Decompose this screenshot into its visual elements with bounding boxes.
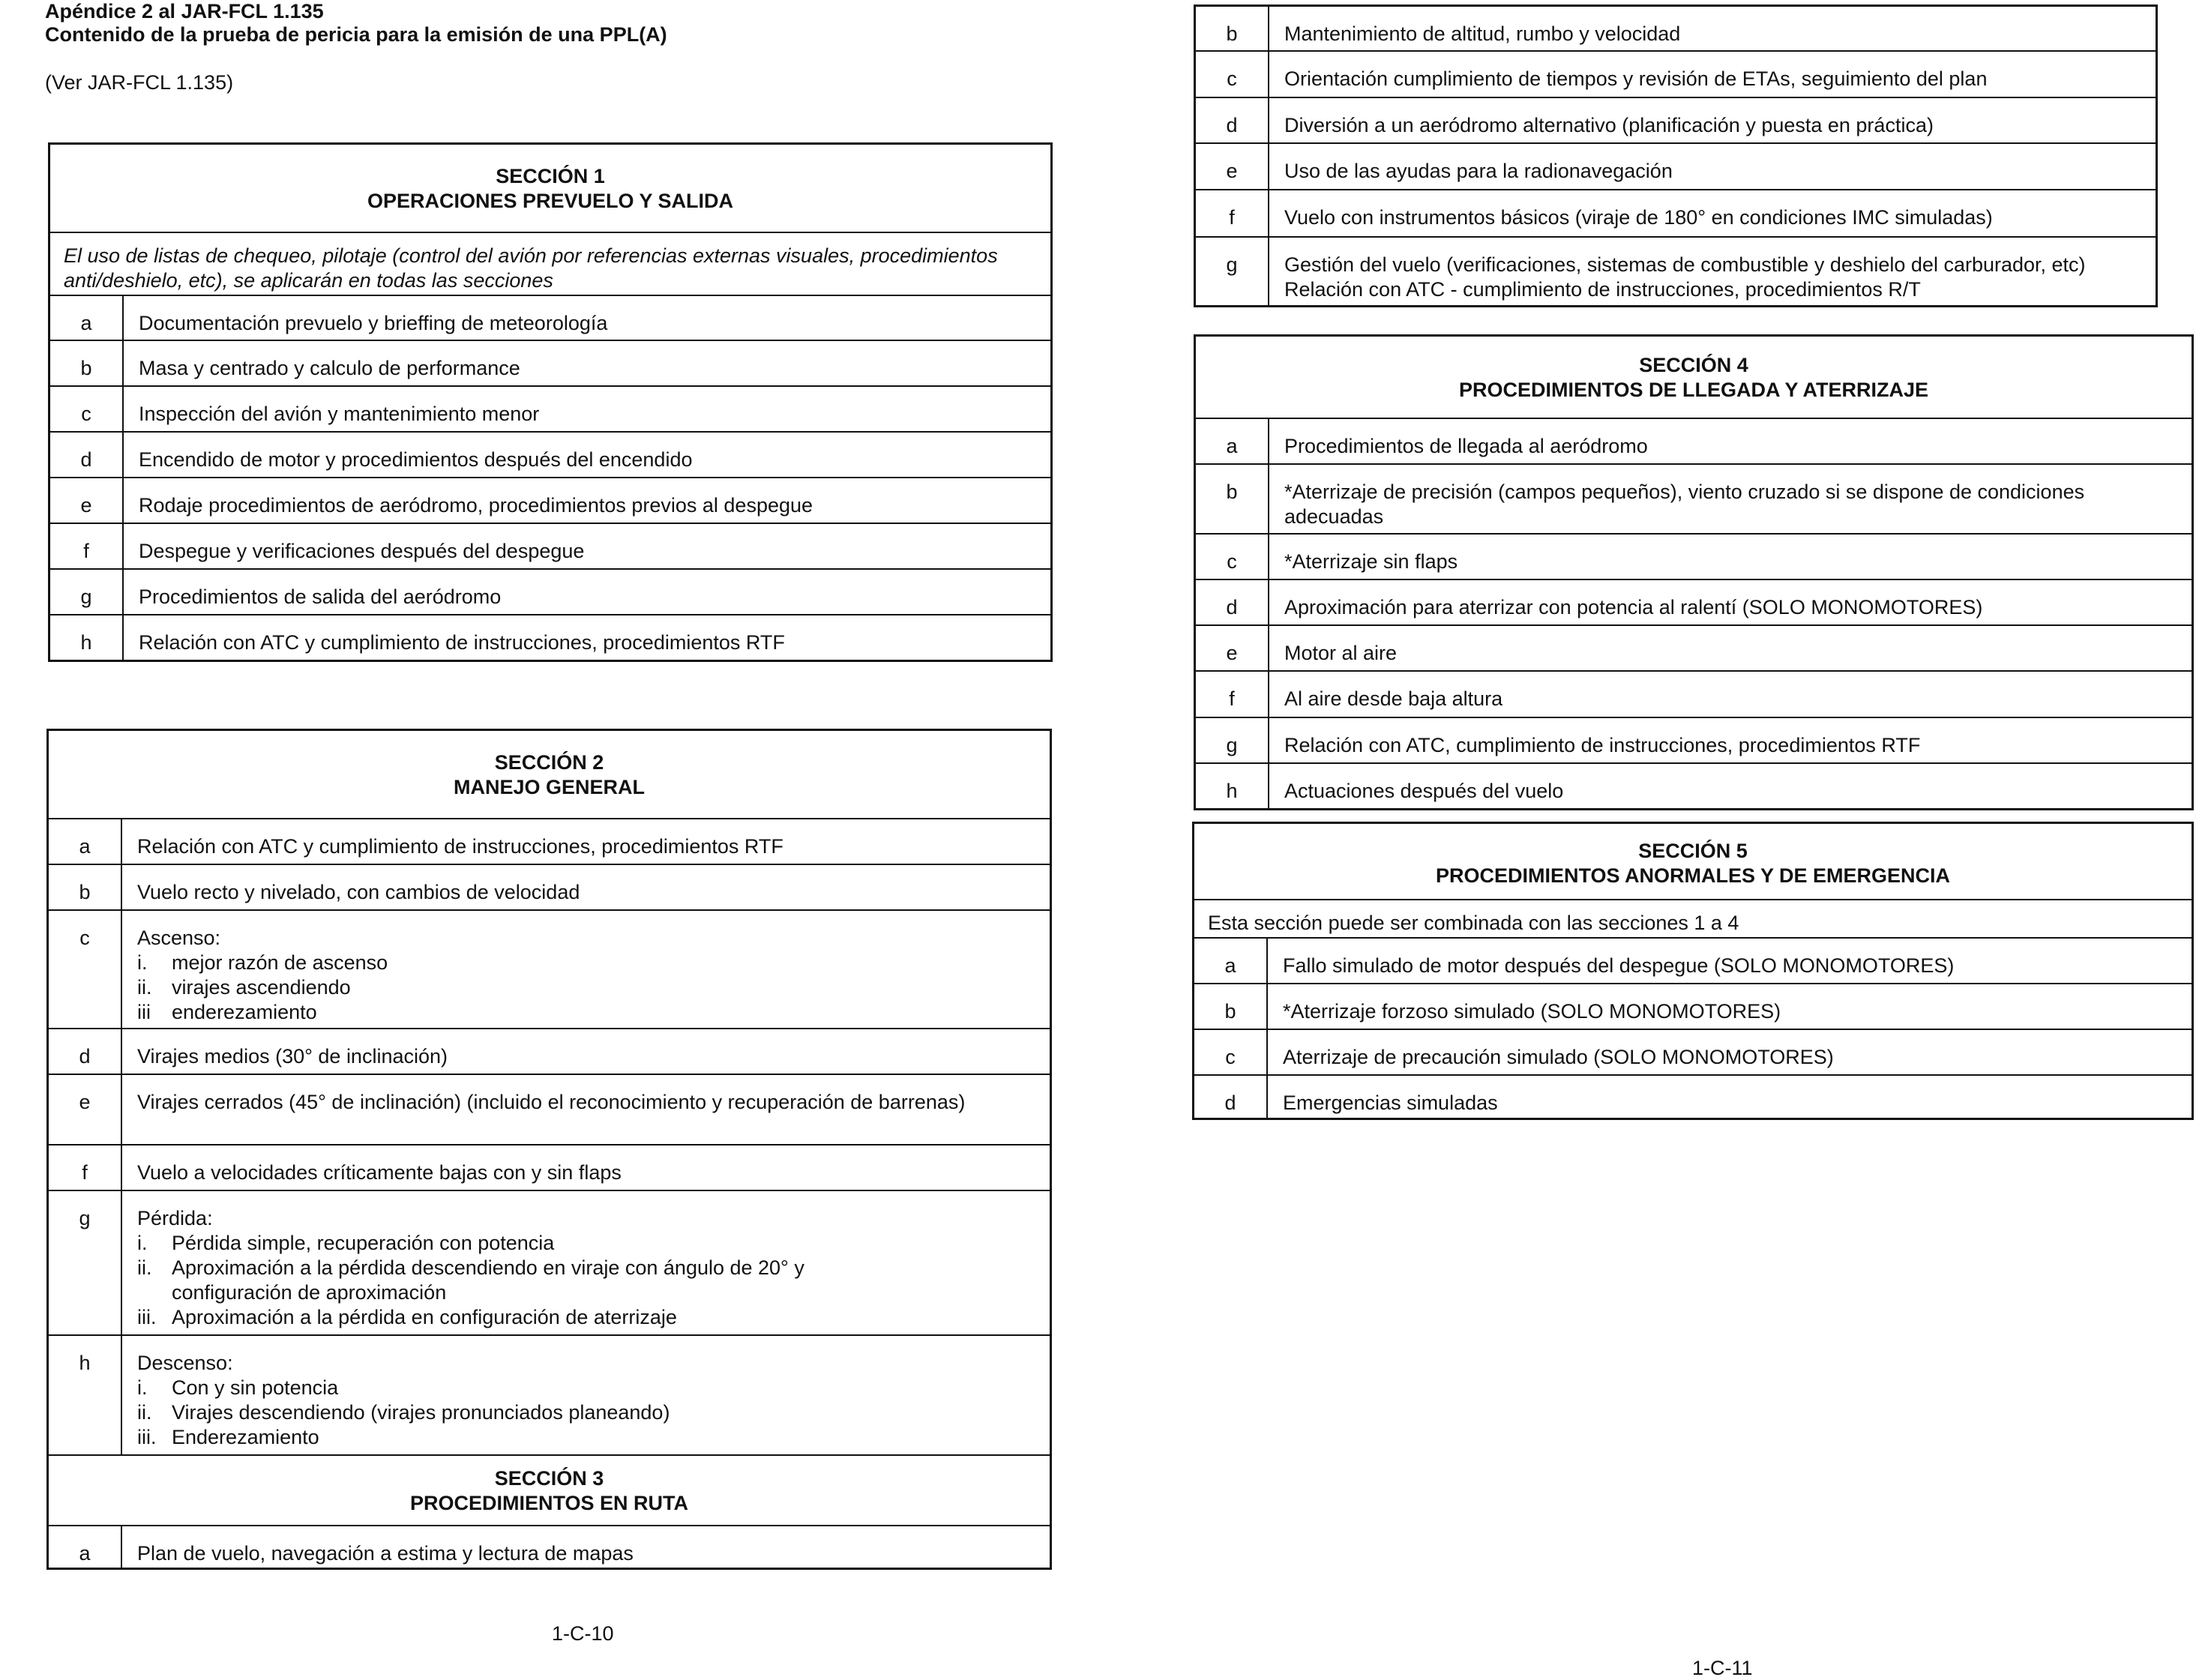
table-row [1195,143,2157,190]
sub-item-text: Aproximación a la pérdida en configuración de aterrizaje [172,1306,677,1328]
item-letter: d [1194,1075,1268,1119]
item-main-text: Pérdida: [137,1207,213,1229]
item-letter: b [1195,6,1269,51]
sub-item [137,1425,1036,1450]
table-row [1195,717,2193,763]
item-main-text: Virajes medios (30° de inclinación) [137,1045,448,1068]
item-letter: c [1195,51,1269,97]
table-row [48,1074,1051,1145]
section5-number: SECCIÓN 5 [1638,840,1748,862]
item-letter: c [1195,534,1269,579]
item-letter: g [1195,237,1269,307]
item-text [121,819,1051,864]
sub-item [137,1256,1036,1280]
table-row [1194,984,2193,1029]
sub-item-number: i. [137,1232,148,1254]
item-main-text: Rodaje procedimientos de aeródromo, procedimientos previos al despegue [139,494,813,517]
item-letter: f [1195,190,1269,237]
item-letter: h [48,1335,122,1455]
item-main-text: Procedimientos de salida del aeródromo [139,585,502,608]
item-letter: e [1195,625,1269,671]
item-main-text: Despegue y verificaciones después del despegue [139,540,585,562]
item-text [123,340,1052,386]
section3-continued-items [1195,6,2157,307]
item-letter: c [1194,1029,1268,1075]
appendix-subheading: Contenido de la prueba de pericia para la emisión de una PPL(A) [45,23,667,46]
item-main-text: Orientación cumplimiento de tiempos y revisión de ETAs, seguimiento del plan [1284,67,1988,90]
item-letter: f [49,523,124,569]
item-letter: h [1195,763,1269,809]
section4-table [1194,334,2194,810]
item-main-text: Vuelo a velocidades críticamente bajas con y sin flaps [137,1161,622,1184]
table-row [49,569,1052,615]
item-text [123,569,1052,615]
section4-title [1195,336,2193,419]
item-letter: a [48,1526,122,1569]
section3-title [48,1455,1051,1526]
item-main-text: Relación con ATC y cumplimiento de instrucciones, procedimientos RTF [139,631,785,654]
section2-title [48,730,1051,819]
table-row [48,1190,1051,1335]
item-letter: d [48,1029,122,1074]
section1-table [48,142,1053,662]
item-text [1269,190,2157,237]
item-letter: g [48,1190,122,1335]
appendix-heading: Apéndice 2 al JAR-FCL 1.135 [45,0,324,22]
sub-item-text: Aproximación a la pérdida descendiendo en viraje con ángulo de 20° y [172,1256,804,1279]
section1-title [49,144,1052,233]
item-main-text: Relación con ATC, cumplimiento de instrucciones, procedimientos RTF [1284,734,1921,756]
sub-item-text: virajes ascendiendo [172,976,351,999]
section4-number: SECCIÓN 4 [1639,354,1748,376]
section2-table [46,729,1052,1570]
sub-item-number: i. [137,951,148,974]
item-text [1269,237,2157,307]
item-main-text: *Aterrizaje forzoso simulado (SOLO MONOMOTORES) [1283,1000,1781,1023]
sub-item-number: iii [137,1001,151,1023]
section3-number: SECCIÓN 3 [494,1467,604,1490]
sub-item [137,1231,1036,1256]
section5-table [1192,822,2194,1120]
item-letter: f [1195,671,1269,717]
sub-item-text: Con y sin potencia [172,1376,339,1399]
sub-item-number: ii. [137,1256,152,1279]
item-main-text: Vuelo con instrumentos básicos (viraje de 180° en condiciones IMC simuladas) [1284,205,1993,229]
section1-number: SECCIÓN 1 [496,165,605,187]
table-row [48,1335,1051,1455]
item-text [1267,1075,2193,1119]
item-letter: b [1194,984,1268,1029]
item-main-text: Actuaciones después del vuelo [1284,780,1564,802]
item-text [121,1145,1051,1190]
left-page [45,0,1057,94]
item-letter: d [1195,97,1269,143]
item-main-text: Masa y centrado y calculo de performance [139,357,520,379]
sub-item [137,1400,1036,1425]
item-text [1267,984,2193,1029]
section5-note: Esta sección puede ser combinada con las secciones 1 a 4 [1194,900,2193,938]
sub-item-number: ii. [137,1401,152,1424]
item-main-text: Inspección del avión y mantenimiento menor [139,403,540,425]
section4-items [1195,418,2193,809]
item-main-text: Al aire desde baja altura [1284,687,1503,710]
item-main-text: Mantenimiento de altitud, rumbo y velocidad [1284,22,1681,45]
table-row [1195,97,2157,143]
sub-item-text: Virajes descendiendo (virajes pronunciados planeando) [172,1401,670,1424]
item-text [1269,534,2193,579]
table-row [49,340,1052,386]
item-letter: h [49,615,124,660]
item-text [1269,625,2193,671]
section2-items [48,819,1051,1455]
table-row [48,1526,1051,1569]
item-text [121,910,1051,1029]
item-text [121,864,1051,910]
page-number-right: 1-C-11 [1692,1657,1753,1679]
item-text [123,386,1052,432]
item-text [121,1335,1051,1455]
sub-item-text: Pérdida simple, recuperación con potencia [172,1232,555,1254]
table-row [1194,938,2193,984]
table-row [49,478,1052,523]
section4-name: PROCEDIMIENTOS DE LLEGADA Y ATERRIZAJE [1458,379,1929,401]
table-row [49,523,1052,569]
section5-items [1194,938,2193,1119]
item-letter: b [49,340,124,386]
table-row [1195,418,2193,464]
table-row [48,1029,1051,1074]
table-row [1195,534,2193,579]
item-letter: b [48,864,122,910]
item-letter: g [1195,717,1269,763]
section3-name: PROCEDIMIENTOS EN RUTA [409,1492,689,1514]
section5-title [1194,823,2193,900]
item-letter: d [49,432,124,478]
item-main-text: Aproximación para aterrizar con potencia al ralentí (SOLO MONOMOTORES) [1284,596,1983,618]
table-row [1194,1075,2193,1119]
item-text [123,615,1052,660]
table-row [1195,237,2157,307]
item-letter: a [48,819,122,864]
page-number-left: 1-C-10 [552,1622,614,1645]
section1-items [49,295,1052,660]
section2-number: SECCIÓN 2 [494,751,604,774]
section3-continued-table [1194,4,2158,307]
item-letter: c [49,386,124,432]
table-row [1195,671,2193,717]
item-text [1269,97,2157,143]
item-letter: a [49,295,124,340]
sub-item-continuation: configuración de aproximación [172,1281,447,1304]
item-main-text: Fallo simulado de motor después del despegue (SOLO MONOMOTORES) [1283,954,1955,977]
table-row [1195,464,2193,534]
item-main-text: Uso de las ayudas para la radionavegación [1284,159,1673,182]
item-text [1267,1029,2193,1075]
item-text [123,523,1052,569]
section1-name: OPERACIONES PREVUELO Y SALIDA [367,190,734,212]
item-main-text: Ascenso: [137,927,221,949]
item-letter: c [48,910,122,1029]
sub-item-number: i. [137,1376,148,1399]
table-row [49,295,1052,340]
item-text [123,432,1052,478]
item-letter: g [49,569,124,615]
item-letter: e [49,478,124,523]
table-row [49,432,1052,478]
section2-name: MANEJO GENERAL [453,776,646,798]
sub-item [137,1376,1036,1400]
table-row [48,1145,1051,1190]
section1-note: El uso de listas de chequeo, pilotaje (control del avión por referencias externas visuales, procedimientos anti/deshielo, etc), se aplicarán en todas las secciones [49,232,1052,295]
item-main-text: Procedimientos de llegada al aeródromo [1284,435,1648,457]
sub-item-number: ii. [137,976,152,999]
item-letter: e [48,1074,122,1145]
sub-item [137,975,1036,1000]
item-text [121,1074,1051,1145]
item-text [121,1190,1051,1335]
sub-item [137,1000,1036,1025]
item-main-text: Plan de vuelo, navegación a estima y lectura de mapas [137,1542,634,1565]
item-text [1269,6,2157,51]
sub-item-number: iii. [137,1306,157,1328]
item-text [1269,143,2157,190]
section3-items [48,1526,1051,1569]
item-text [1269,763,2193,809]
table-row [49,386,1052,432]
item-main-text: Encendido de motor y procedimientos después del encendido [139,448,693,471]
item-text [1269,464,2193,534]
item-main-text: Documentación prevuelo y brieffing de meteorología [139,312,608,334]
sub-item-text: mejor razón de ascenso [172,951,388,974]
sub-item [137,951,1036,975]
reference-note: (Ver JAR-FCL 1.135) [45,71,234,94]
item-text [1269,717,2193,763]
item-main-text: Emergencias simuladas [1283,1092,1498,1114]
table-row [48,864,1051,910]
item-main-text: Relación con ATC y cumplimiento de instrucciones, procedimientos RTF [137,835,783,858]
item-main-text: *Aterrizaje sin flaps [1284,550,1458,573]
sub-item-text: enderezamiento [172,1001,317,1023]
item-letter: b [1195,464,1269,534]
table-row [48,819,1051,864]
item-main-text: Descenso: [137,1352,233,1374]
table-row [1195,763,2193,809]
item-letter: a [1194,938,1268,984]
item-text [1269,671,2193,717]
table-row [48,910,1051,1029]
table-row [1195,579,2193,625]
table-row [1195,190,2157,237]
table-row [1195,6,2157,51]
item-main-text: Motor al aire [1284,642,1398,664]
item-text [123,478,1052,523]
table-row [1194,1029,2193,1075]
item-letter: e [1195,143,1269,190]
sub-item-number: iii. [137,1426,157,1448]
item-text [1269,51,2157,97]
table-row [49,615,1052,660]
table-row [1195,625,2193,671]
item-main-text: Aterrizaje de precaución simulado (SOLO MONOMOTORES) [1283,1046,1834,1068]
item-text [121,1526,1051,1569]
sub-item-text: Enderezamiento [172,1426,319,1448]
item-text [123,295,1052,340]
item-letter: a [1195,418,1269,464]
item-main-text: Diversión a un aeródromo alternativo (planificación y puesta en práctica) [1284,113,1934,136]
sub-item [137,1305,1036,1330]
item-letter: f [48,1145,122,1190]
item-text [1267,938,2193,984]
section5-name: PROCEDIMIENTOS ANORMALES Y DE EMERGENCIA [1435,864,1951,887]
item-text [121,1029,1051,1074]
item-main-text: Gestión del vuelo (verificaciones, sistemas de combustible y deshielo del carburador, etc) Relación con ATC - cumplimiento de instrucciones, procedimientos R/T [1284,253,2086,301]
table-row [1195,51,2157,97]
item-main-text: Virajes cerrados (45° de inclinación) (incluido el reconocimiento y recuperación de barrenas) [137,1091,966,1113]
item-main-text: *Aterrizaje de precisión (campos pequeños), viento cruzado si se dispone de condiciones adecuadas [1284,481,2085,528]
item-text [1269,579,2193,625]
item-main-text: Vuelo recto y nivelado, con cambios de velocidad [137,881,580,903]
item-letter: d [1195,579,1269,625]
item-text [1269,418,2193,464]
